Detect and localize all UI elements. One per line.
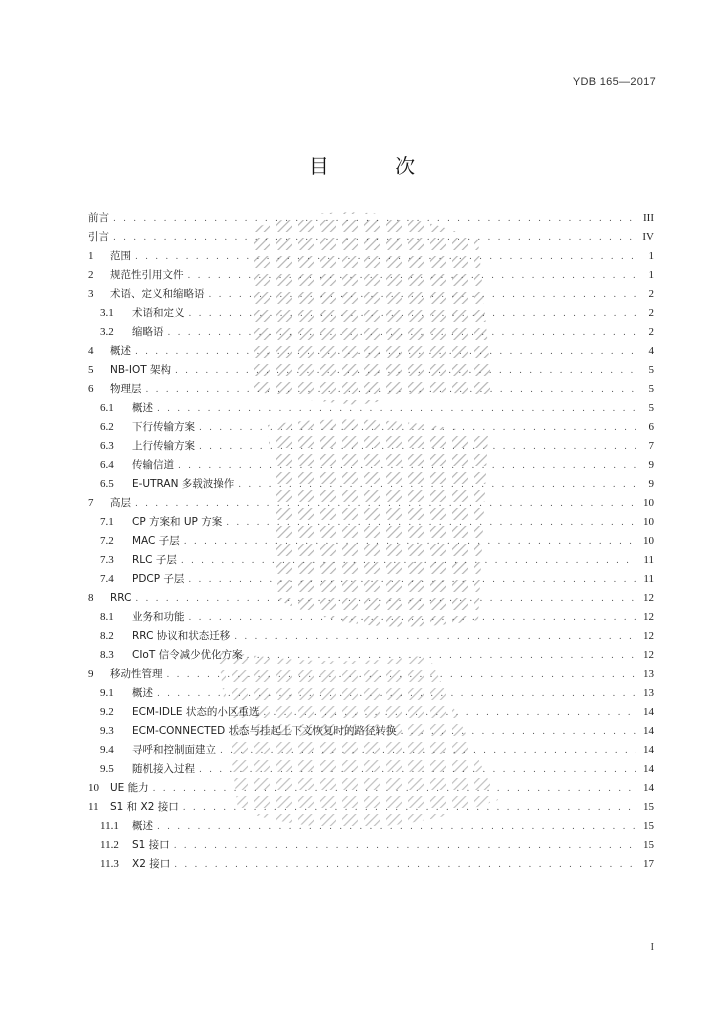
toc-entry-number: 8 (88, 592, 94, 604)
toc-entry-number: 3.1 (100, 307, 114, 319)
toc-entry[interactable] (88, 627, 654, 646)
toc-entry-page: 9 (648, 478, 654, 490)
toc-entry[interactable] (88, 703, 654, 722)
toc-entry-title: CIoT 信令减少优化方案 (132, 649, 243, 661)
toc-entry-page: IV (642, 231, 654, 243)
toc-entry-page: 14 (643, 782, 654, 794)
toc-entry-title: 移动性管理 (110, 668, 163, 680)
toc-entry-number: 6.3 (100, 440, 114, 452)
toc-entry-title: 下行传输方案 (132, 421, 195, 433)
toc-entry[interactable] (88, 418, 654, 437)
toc-entry-title: 范围 (110, 250, 131, 262)
toc-entry-number: 8.3 (100, 649, 114, 661)
toc-entry-page: 5 (648, 402, 654, 414)
toc-entry-number: 6 (88, 383, 94, 395)
toc-dot-leader (135, 590, 636, 609)
toc-entry-page: 1 (648, 250, 654, 262)
toc-entry-title: 缩略语 (132, 326, 164, 338)
toc-entry-number: 9 (88, 668, 94, 680)
toc-entry[interactable] (88, 646, 654, 665)
toc-entry-title: ECM-IDLE 状态的小区重选 (132, 706, 260, 718)
toc-dot-leader (175, 362, 636, 381)
toc-dot-leader (199, 438, 636, 457)
toc-entry-title: S1 和 X2 接口 (110, 801, 179, 813)
toc-entry-page: 5 (648, 364, 654, 376)
toc-dot-leader (199, 761, 636, 780)
toc-dot-leader (188, 267, 637, 286)
toc-entry-number: 10 (88, 782, 99, 794)
toc-dot-leader (184, 533, 636, 552)
toc-dot-leader (209, 286, 637, 305)
toc-entry-number: 7.2 (100, 535, 114, 547)
toc-entry-number: 6.2 (100, 421, 114, 433)
toc-dot-leader (157, 400, 636, 419)
toc-entry[interactable] (88, 304, 654, 323)
toc-dot-leader (183, 799, 636, 818)
toc-entry-page: 2 (648, 326, 654, 338)
toc-entry[interactable] (88, 361, 654, 380)
page-number: I (650, 942, 654, 953)
toc-entry-title: 业务和功能 (132, 611, 185, 623)
toc-entry[interactable] (88, 798, 654, 817)
toc-entry-title: 概述 (132, 402, 153, 414)
toc-entry-number: 7 (88, 497, 94, 509)
toc-entry-title: CP 方案和 UP 方案 (132, 516, 223, 528)
toc-entry-page: 12 (643, 630, 654, 642)
toc-entry-title: E-UTRAN 多载波操作 (132, 478, 235, 490)
toc-dot-leader (135, 248, 636, 267)
toc-entry-page: 14 (643, 725, 654, 737)
toc-entry-page: 14 (643, 706, 654, 718)
toc-entry-number: 8.1 (100, 611, 114, 623)
toc-entry-title: 随机接入过程 (132, 763, 195, 775)
toc-entry-page: 10 (643, 497, 654, 509)
toc-dot-leader (174, 856, 636, 875)
toc-entry[interactable] (88, 532, 654, 551)
toc-dot-leader (220, 742, 636, 761)
toc-entry-page: 12 (643, 649, 654, 661)
toc-entry-page: 14 (643, 744, 654, 756)
toc-entry[interactable] (88, 342, 654, 361)
toc-entry-page: 15 (643, 820, 654, 832)
toc-entry-title: PDCP 子层 (132, 573, 185, 585)
toc-dot-leader (226, 514, 636, 533)
toc-entry-number: 6.4 (100, 459, 114, 471)
toc-entry[interactable] (88, 513, 654, 532)
toc-entry-number: 7.4 (100, 573, 114, 585)
toc-entry-number: 6.5 (100, 478, 114, 490)
toc-entry-title: 传输信道 (132, 459, 174, 471)
toc-entry-page: 17 (643, 858, 654, 870)
toc-entry[interactable] (88, 570, 654, 589)
toc-entry[interactable] (88, 779, 654, 798)
toc-entry[interactable] (88, 380, 654, 399)
toc-dot-leader (146, 381, 637, 400)
toc-dot-leader (401, 723, 636, 742)
toc-dot-leader (113, 210, 636, 229)
toc-entry-title: X2 接口 (132, 858, 171, 870)
toc-dot-leader (157, 685, 636, 704)
toc-dot-leader (189, 609, 637, 628)
toc-entry-number: 11.3 (100, 858, 119, 870)
toc-entry-number: 3.2 (100, 326, 114, 338)
toc-entry-page: 14 (643, 763, 654, 775)
toc-dot-leader (234, 628, 636, 647)
toc-entry-page: 10 (643, 535, 654, 547)
toc-entry-number: 9.4 (100, 744, 114, 756)
toc-entry-title: ECM-CONNECTED 状态与挂起上下文恢复时的路径转换 (132, 725, 397, 737)
toc-dot-leader (263, 704, 636, 723)
toc-entry-page: 2 (648, 288, 654, 300)
toc-entry-page: 13 (643, 668, 654, 680)
toc-entry-number: 8.2 (100, 630, 114, 642)
toc-entry-title: 引言 (88, 231, 109, 243)
toc-entry-page: III (643, 212, 654, 224)
toc-entry-number: 9.5 (100, 763, 114, 775)
toc-entry-page: 15 (643, 839, 654, 851)
toc-entry-number: 1 (88, 250, 94, 262)
toc-entry-number: 11.1 (100, 820, 119, 832)
toc-dot-leader (135, 343, 636, 362)
table-of-contents (88, 209, 654, 874)
toc-entry[interactable] (88, 855, 654, 874)
toc-entry[interactable] (88, 228, 654, 247)
toc-entry[interactable] (88, 836, 654, 855)
toc-entry[interactable] (88, 551, 654, 570)
toc-entry-page: 15 (643, 801, 654, 813)
toc-entry-number: 9.1 (100, 687, 114, 699)
toc-entry[interactable] (88, 817, 654, 836)
toc-entry-title: 规范性引用文件 (110, 269, 184, 281)
toc-dot-leader (199, 419, 636, 438)
toc-entry-page: 13 (643, 687, 654, 699)
toc-entry[interactable] (88, 323, 654, 342)
toc-entry-title: 寻呼和控制面建立 (132, 744, 216, 756)
toc-entry-number: 11 (88, 801, 99, 813)
toc-dot-leader (247, 647, 636, 666)
toc-entry-title: RRC 协议和状态迁移 (132, 630, 231, 642)
toc-entry[interactable] (88, 456, 654, 475)
toc-entry-number: 5 (88, 364, 94, 376)
toc-dot-leader (238, 476, 636, 495)
toc-dot-leader (135, 495, 636, 514)
toc-dot-leader (168, 324, 637, 343)
toc-dot-leader (113, 229, 636, 248)
toc-entry-number: 9.3 (100, 725, 114, 737)
toc-entry-title: 上行传输方案 (132, 440, 195, 452)
toc-dot-leader (174, 837, 636, 856)
toc-entry-title: RLC 子层 (132, 554, 177, 566)
toc-entry-number: 7.3 (100, 554, 114, 566)
toc-entry-title: 概述 (132, 687, 153, 699)
toc-entry-title: MAC 子层 (132, 535, 180, 547)
toc-dot-leader (181, 552, 636, 571)
toc-entry[interactable] (88, 475, 654, 494)
toc-entry-title: UE 能力 (110, 782, 149, 794)
toc-dot-leader (153, 780, 636, 799)
toc-entry-title: 术语、定义和缩略语 (110, 288, 205, 300)
toc-entry-page: 11 (643, 573, 654, 585)
toc-entry[interactable] (88, 608, 654, 627)
toc-entry[interactable] (88, 684, 654, 703)
toc-entry-page: 11 (643, 554, 654, 566)
toc-dot-leader (157, 818, 636, 837)
toc-entry-number: 4 (88, 345, 94, 357)
toc-entry[interactable] (88, 494, 654, 513)
toc-entry[interactable] (88, 247, 654, 266)
toc-entry-page: 4 (648, 345, 654, 357)
toc-entry-number: 6.1 (100, 402, 114, 414)
toc-entry[interactable] (88, 266, 654, 285)
toc-entry[interactable] (88, 209, 654, 228)
document-code: YDB 165—2017 (572, 76, 656, 88)
toc-entry-number: 9.2 (100, 706, 114, 718)
toc-entry-title: 前言 (88, 212, 109, 224)
toc-entry-page: 12 (643, 611, 654, 623)
toc-entry-page: 5 (648, 383, 654, 395)
toc-entry-number: 3 (88, 288, 94, 300)
toc-dot-leader (167, 666, 637, 685)
toc-entry-title: NB-IOT 架构 (110, 364, 171, 376)
toc-entry[interactable] (88, 399, 654, 418)
toc-dot-leader (189, 305, 637, 324)
toc-entry-title: 物理层 (110, 383, 142, 395)
toc-entry-title: 概述 (132, 820, 153, 832)
page-title: 目 次 (308, 154, 446, 178)
toc-entry-title: 概述 (110, 345, 131, 357)
toc-entry-title: 术语和定义 (132, 307, 185, 319)
toc-entry[interactable] (88, 285, 654, 304)
toc-entry-page: 6 (648, 421, 654, 433)
toc-entry-title: S1 接口 (132, 839, 170, 851)
toc-entry[interactable] (88, 741, 654, 760)
toc-dot-leader (178, 457, 636, 476)
toc-entry[interactable] (88, 589, 654, 608)
toc-dot-leader (188, 571, 636, 590)
toc-entry-page: 7 (648, 440, 654, 452)
toc-entry-page: 1 (648, 269, 654, 281)
toc-entry-page: 10 (643, 516, 654, 528)
toc-entry[interactable] (88, 437, 654, 456)
toc-entry-page: 12 (643, 592, 654, 604)
toc-entry[interactable] (88, 722, 654, 741)
toc-entry[interactable] (88, 665, 654, 684)
toc-entry-number: 11.2 (100, 839, 119, 851)
toc-entry-page: 2 (648, 307, 654, 319)
toc-entry-number: 2 (88, 269, 94, 281)
toc-entry-page: 9 (648, 459, 654, 471)
toc-entry-number: 7.1 (100, 516, 114, 528)
toc-entry[interactable] (88, 760, 654, 779)
toc-entry-title: 高层 (110, 497, 131, 509)
toc-entry-title: RRC (110, 592, 132, 604)
